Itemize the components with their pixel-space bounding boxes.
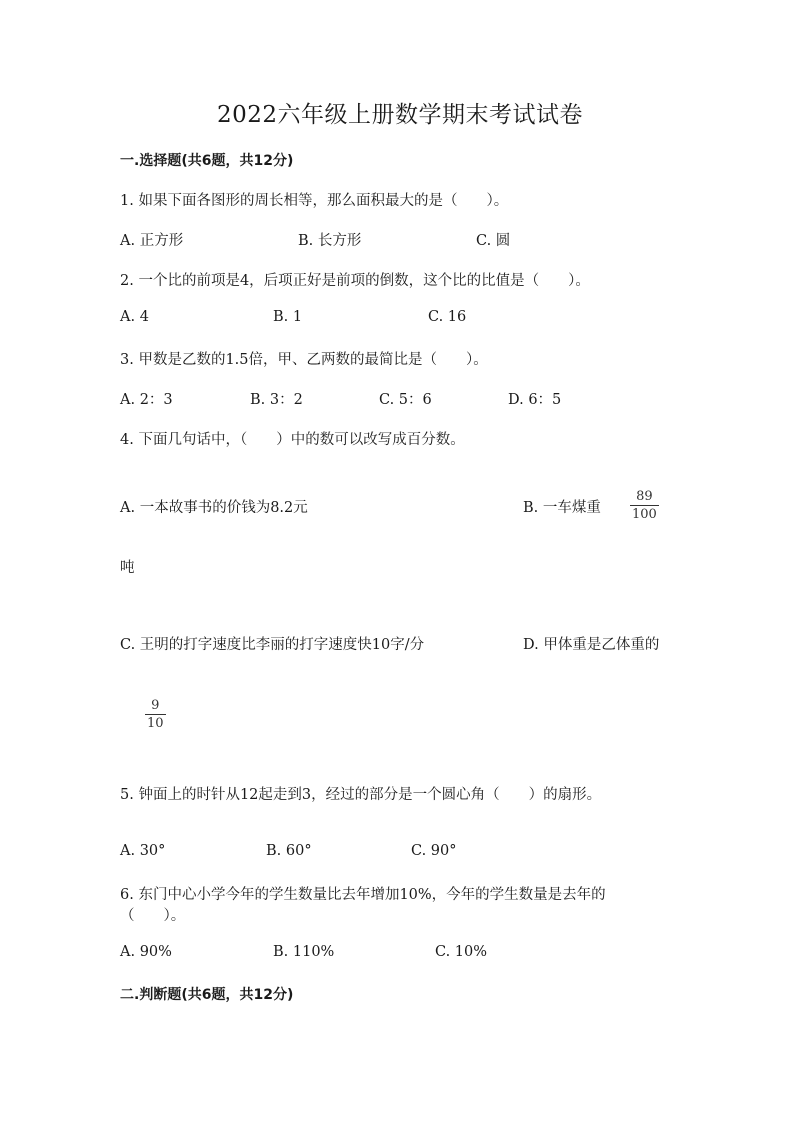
question-6-text-line1: 6. 东门中心小学今年的学生数量比去年增加10%，今年的学生数量是去年的: [120, 887, 606, 903]
question-1-text: 1. 如果下面各图形的周长相等，那么面积最大的是（ ）。: [120, 193, 509, 209]
page-title: 2022六年级上册数学期末考试试卷: [216, 102, 584, 128]
fraction-numerator: 9: [151, 698, 160, 713]
q4-fraction-9-10: [145, 699, 166, 730]
q1-option-c: C. 圆: [476, 233, 511, 249]
section-heading-judgment: 二.判断题(共6题，共12分): [120, 987, 294, 1003]
section-heading-choice: 一.选择题(共6题，共12分): [120, 153, 294, 169]
question-3-text: 3. 甲数是乙数的1.5倍，甲、乙两数的最简比是（ ）。: [120, 352, 488, 368]
q4-option-a: A. 一本故事书的价钱为8.2元: [120, 500, 308, 516]
q3-option-d: D. 6：5: [508, 392, 562, 408]
q4-option-d: D. 甲体重是乙体重的: [523, 637, 660, 653]
q1-option-a: A. 正方形: [120, 233, 184, 249]
q2-option-a: A. 4: [120, 309, 149, 325]
q4-option-b: B. 一车煤重: [523, 500, 601, 516]
q6-option-c: C. 10%: [435, 944, 488, 960]
q4-option-b-unit: 吨: [120, 560, 135, 576]
q2-option-c: C. 16: [428, 309, 467, 325]
q6-option-a: A. 90%: [120, 944, 172, 960]
q5-option-a: A. 30°: [120, 843, 166, 859]
q1-option-b: B. 长方形: [298, 233, 362, 249]
q4-fraction-89-100: [630, 490, 659, 521]
q3-option-b: B. 3：2: [250, 392, 303, 408]
q5-option-b: B. 60°: [266, 843, 312, 859]
q6-option-b: B. 110%: [273, 944, 335, 960]
q3-option-c: C. 5：6: [379, 392, 432, 408]
q3-option-a: A. 2：3: [120, 392, 173, 408]
question-6-text-line2: （ ）。: [120, 908, 186, 924]
fraction-denominator: 10: [147, 716, 164, 731]
q2-option-b: B. 1: [273, 309, 303, 325]
question-2-text: 2. 一个比的前项是4，后项正好是前项的倒数，这个比的比值是（ ）。: [120, 273, 590, 289]
question-4-text: 4. 下面几句话中，（ ）中的数可以改写成百分数。: [120, 432, 465, 448]
q5-option-c: C. 90°: [411, 843, 457, 859]
fraction-denominator: 100: [632, 507, 657, 522]
question-5-text: 5. 钟面上的时针从12起走到3，经过的部分是一个圆心角（ ）的扇形。: [120, 787, 602, 803]
q4-option-c: C. 王明的打字速度比李丽的打字速度快10字/分: [120, 637, 425, 653]
fraction-numerator: 89: [636, 489, 653, 504]
